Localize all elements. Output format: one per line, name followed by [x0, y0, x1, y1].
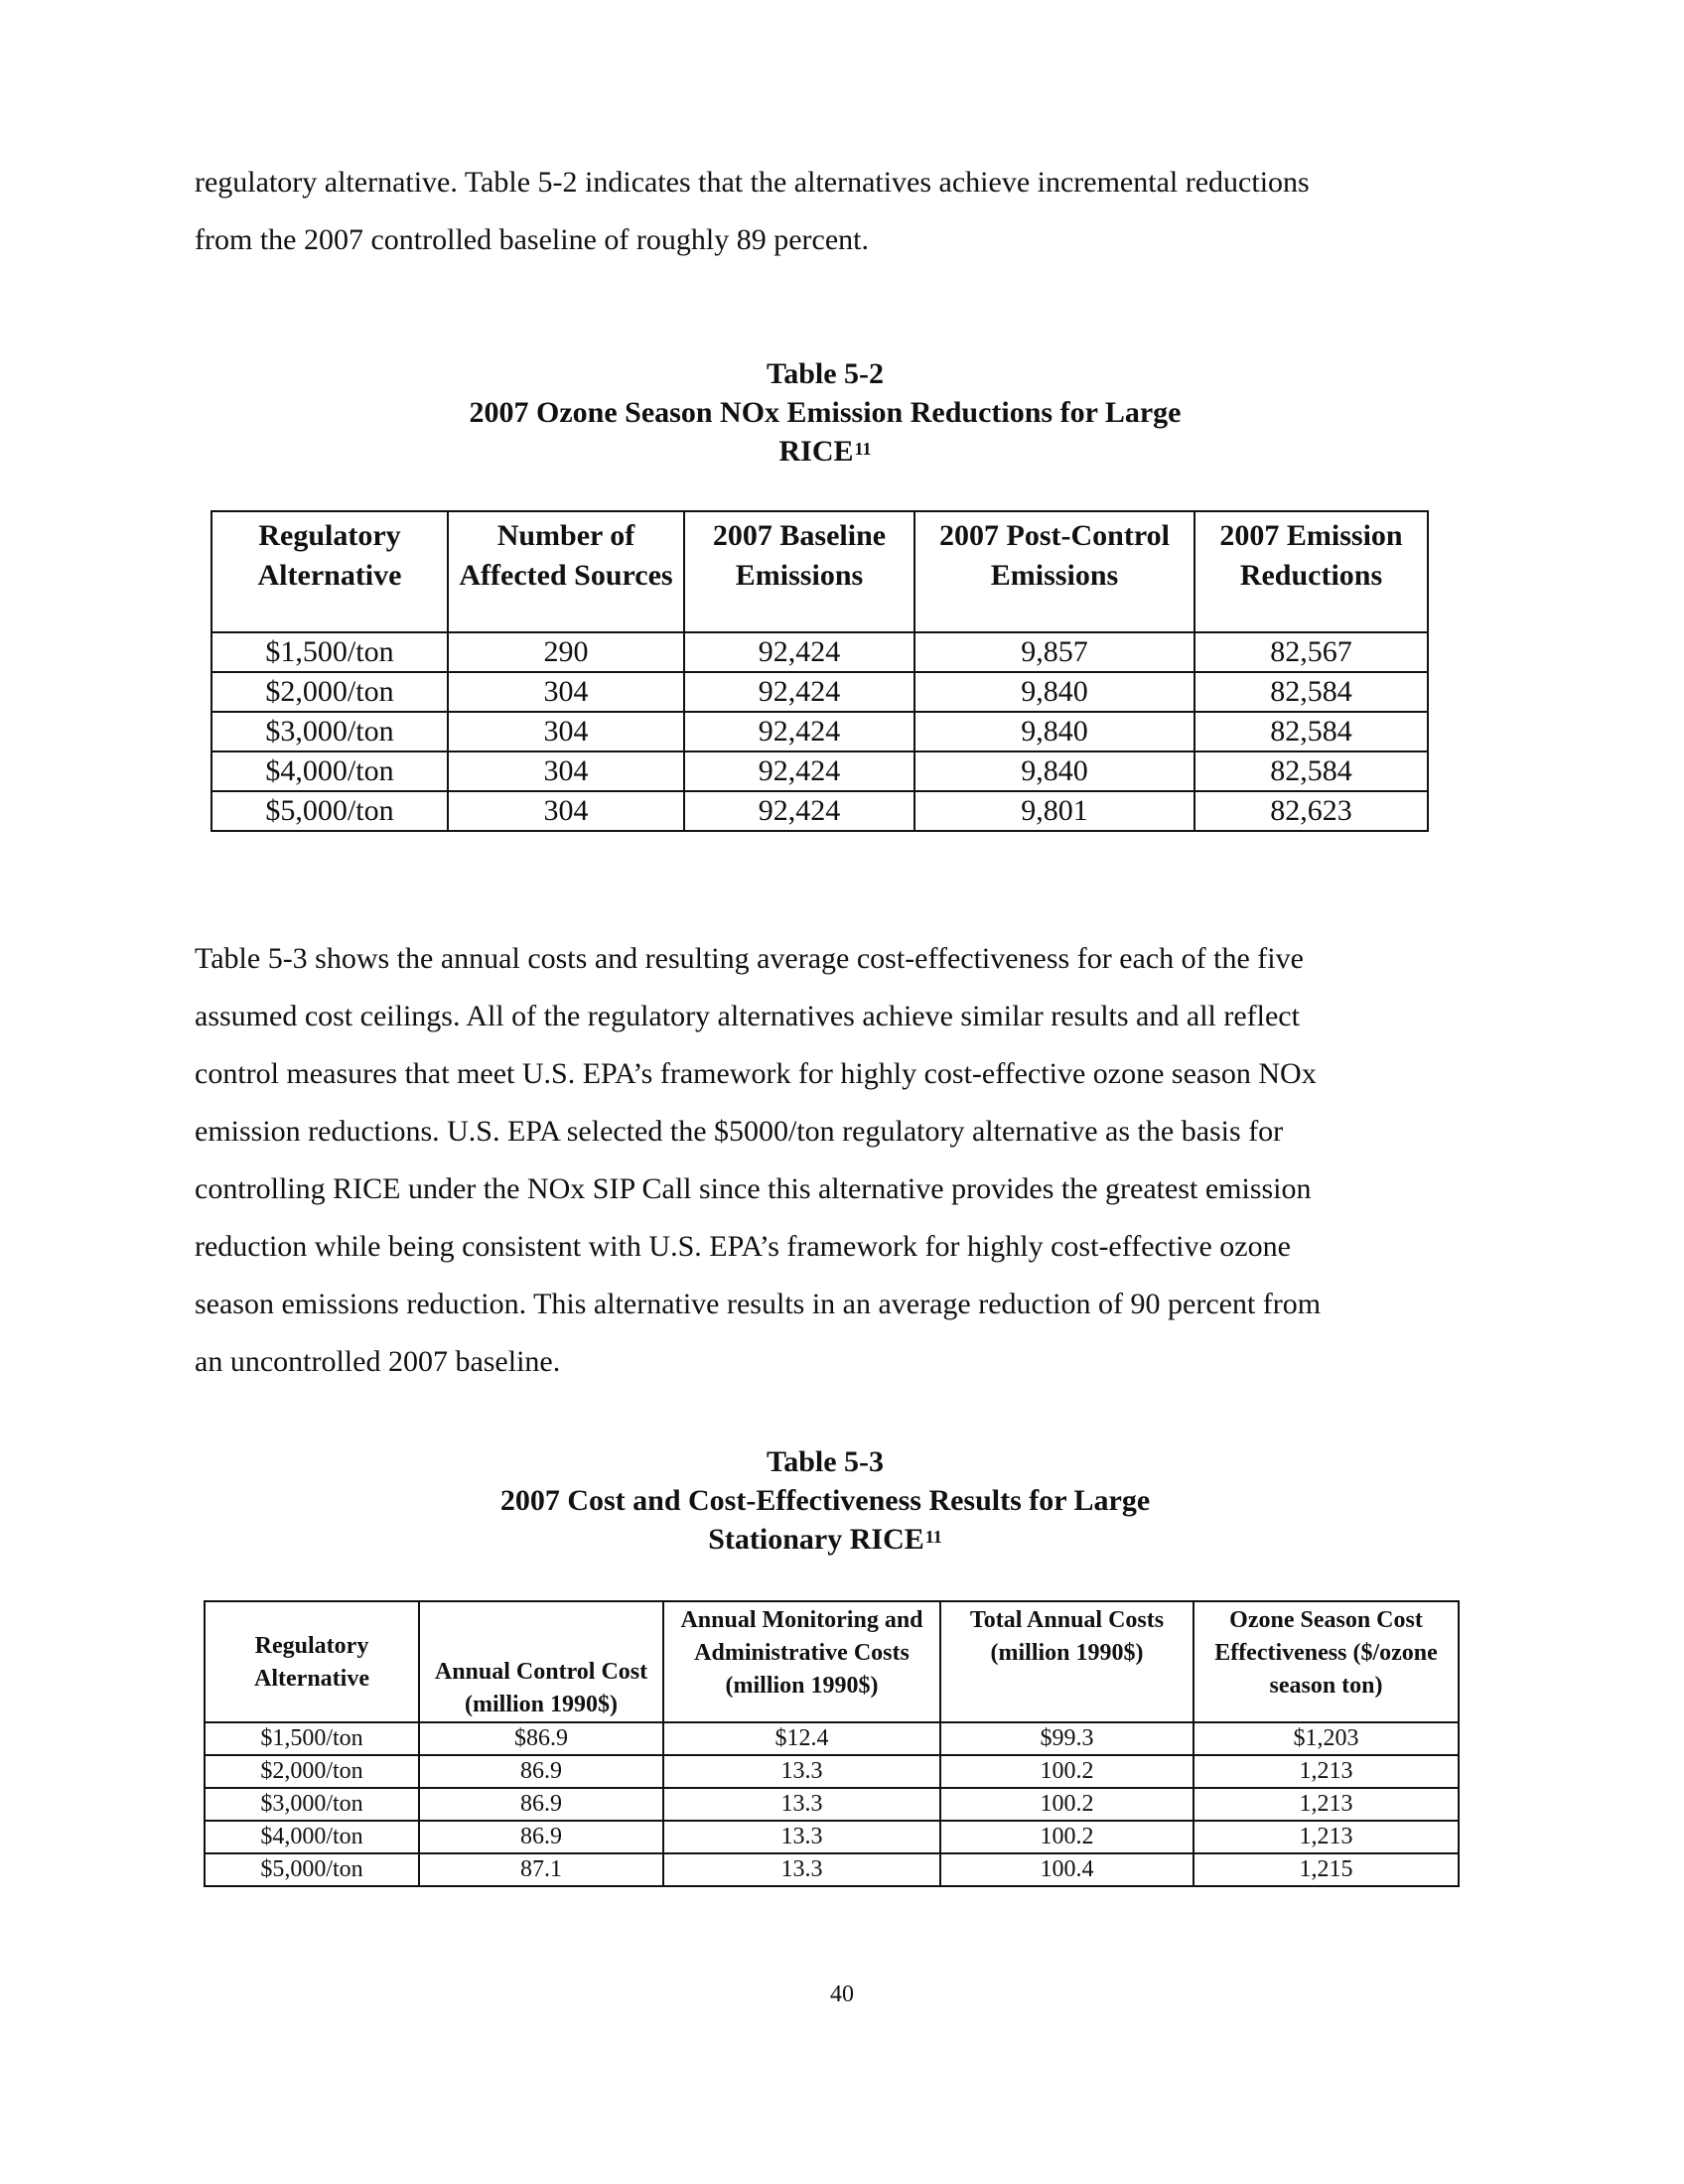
table-cell: $1,500/ton: [205, 1722, 419, 1755]
table-cell: 82,584: [1194, 672, 1428, 712]
table-row: [205, 1755, 1459, 1788]
table-cell: 9,840: [914, 751, 1194, 791]
table-title: 2007 Ozone Season NOx Emission Reductions for Large: [469, 396, 1182, 429]
paragraph-line: reduction while being consistent with U.S. EPA’s framework for highly cost-effective ozone: [195, 1230, 1291, 1263]
table-cell: 290: [448, 632, 684, 672]
table-cell: 304: [448, 791, 684, 831]
table-cell: 304: [448, 672, 684, 712]
table-cell: 92,424: [684, 632, 914, 672]
table-cell: 304: [448, 712, 684, 751]
paragraph-line: regulatory alternative. Table 5-2 indicates that the alternatives achieve incremental reductions: [195, 166, 1310, 199]
paragraph-line: Table 5-3 shows the annual costs and resulting average cost-effectiveness for each of the five: [195, 942, 1304, 975]
table-title: 2007 Cost and Cost-Effectiveness Results for Large: [499, 1484, 1151, 1517]
table-row: [211, 751, 1428, 791]
table-cell: 86.9: [419, 1788, 663, 1821]
paragraph-line: assumed cost ceilings. All of the regulatory alternatives achieve similar results and all reflect: [195, 1000, 1300, 1032]
table-cell: 100.4: [940, 1853, 1193, 1886]
table-cell: 13.3: [663, 1788, 940, 1821]
footnote-reference: 11: [924, 1527, 942, 1547]
table-cell: 9,840: [914, 672, 1194, 712]
table-cell: 9,801: [914, 791, 1194, 831]
table-row: [211, 632, 1428, 672]
column-header: Regulatory Alternative: [211, 511, 448, 632]
table-header-row: [205, 1601, 1459, 1722]
table-cell: 1,213: [1193, 1788, 1459, 1821]
table-cell: $1,203: [1193, 1722, 1459, 1755]
cost-discussion-paragraph: [195, 930, 1456, 1391]
table-cell: 9,857: [914, 632, 1194, 672]
table-row: [211, 672, 1428, 712]
table-cell: 82,584: [1194, 751, 1428, 791]
table-cell: $5,000/ton: [211, 791, 448, 831]
table-cell: $86.9: [419, 1722, 663, 1755]
cost-effectiveness-table: [204, 1600, 1460, 1887]
column-header: Total Annual Costs (million 1990$): [940, 1601, 1193, 1722]
table-cell: 100.2: [940, 1788, 1193, 1821]
table-cell: 13.3: [663, 1853, 940, 1886]
table-cell: 86.9: [419, 1755, 663, 1788]
table-cell: $2,000/ton: [205, 1755, 419, 1788]
column-header: 2007 Baseline Emissions: [684, 511, 914, 632]
table-5-2-caption: [195, 354, 1456, 471]
paragraph-line: from the 2007 controlled baseline of roughly 89 percent.: [195, 223, 869, 256]
column-header: Number of Affected Sources: [448, 511, 684, 632]
column-header: Regulatory Alternative: [205, 1601, 419, 1722]
table-cell: 82,584: [1194, 712, 1428, 751]
table-title-continued: [195, 432, 1456, 471]
table-cell: 100.2: [940, 1821, 1193, 1853]
table-cell: $2,000/ton: [211, 672, 448, 712]
table-cell: 13.3: [663, 1755, 940, 1788]
table-row: [211, 791, 1428, 831]
paragraph-line: emission reductions. U.S. EPA selected the $5000/ton regulatory alternative as the basis for: [195, 1115, 1284, 1148]
table-cell: 87.1: [419, 1853, 663, 1886]
table-cell: 82,623: [1194, 791, 1428, 831]
column-header: Annual Monitoring and Administrative Costs (million 1990$): [663, 1601, 940, 1722]
nox-reductions-table: [210, 510, 1429, 832]
table-title-end: RICE: [778, 435, 854, 468]
table-cell: 304: [448, 751, 684, 791]
table-cell: 92,424: [684, 791, 914, 831]
table-row: [205, 1821, 1459, 1853]
paragraph-line: an uncontrolled 2007 baseline.: [195, 1345, 561, 1378]
table-row: [205, 1853, 1459, 1886]
table-cell: 92,424: [684, 672, 914, 712]
table-header-row: [211, 511, 1428, 632]
table-cell: 82,567: [1194, 632, 1428, 672]
table-row: [211, 712, 1428, 751]
table-cell: $3,000/ton: [211, 712, 448, 751]
table-cell: $5,000/ton: [205, 1853, 419, 1886]
table-row: [205, 1722, 1459, 1755]
paragraph-line: season emissions reduction. This alternative results in an average reduction of 90 percent from: [195, 1288, 1322, 1320]
table-cell: $99.3: [940, 1722, 1193, 1755]
table-cell: 13.3: [663, 1821, 940, 1853]
table-cell: $1,500/ton: [211, 632, 448, 672]
intro-paragraph: [195, 154, 1456, 269]
table-number: Table 5-2: [766, 357, 885, 390]
table-cell: 1,215: [1193, 1853, 1459, 1886]
table-cell: $3,000/ton: [205, 1788, 419, 1821]
table-cell: $4,000/ton: [205, 1821, 419, 1853]
table-cell: 1,213: [1193, 1821, 1459, 1853]
table-5-3-caption: [195, 1442, 1456, 1559]
table-cell: 86.9: [419, 1821, 663, 1853]
paragraph-line: controlling RICE under the NOx SIP Call since this alternative provides the greatest emission: [195, 1172, 1312, 1205]
table-cell: 1,213: [1193, 1755, 1459, 1788]
table-cell: $4,000/ton: [211, 751, 448, 791]
table-cell: 92,424: [684, 712, 914, 751]
table-row: [205, 1788, 1459, 1821]
table-title-end: Stationary RICE: [708, 1523, 924, 1556]
column-header: Annual Control Cost (million 1990$): [419, 1601, 663, 1722]
column-header: 2007 Post-Control Emissions: [914, 511, 1194, 632]
column-header: Ozone Season Cost Effectiveness ($/ozone season ton): [1193, 1601, 1459, 1722]
table-title-continued: [195, 1520, 1456, 1559]
table-number: Table 5-3: [766, 1445, 885, 1478]
paragraph-line: control measures that meet U.S. EPA’s framework for highly cost-effective ozone season NOx: [195, 1057, 1317, 1090]
table-cell: 9,840: [914, 712, 1194, 751]
table-cell: 100.2: [940, 1755, 1193, 1788]
footnote-reference: 11: [854, 439, 872, 459]
column-header: 2007 Emission Reductions: [1194, 511, 1428, 632]
table-cell: 92,424: [684, 751, 914, 791]
page-number: 40: [830, 1981, 854, 2007]
table-cell: $12.4: [663, 1722, 940, 1755]
